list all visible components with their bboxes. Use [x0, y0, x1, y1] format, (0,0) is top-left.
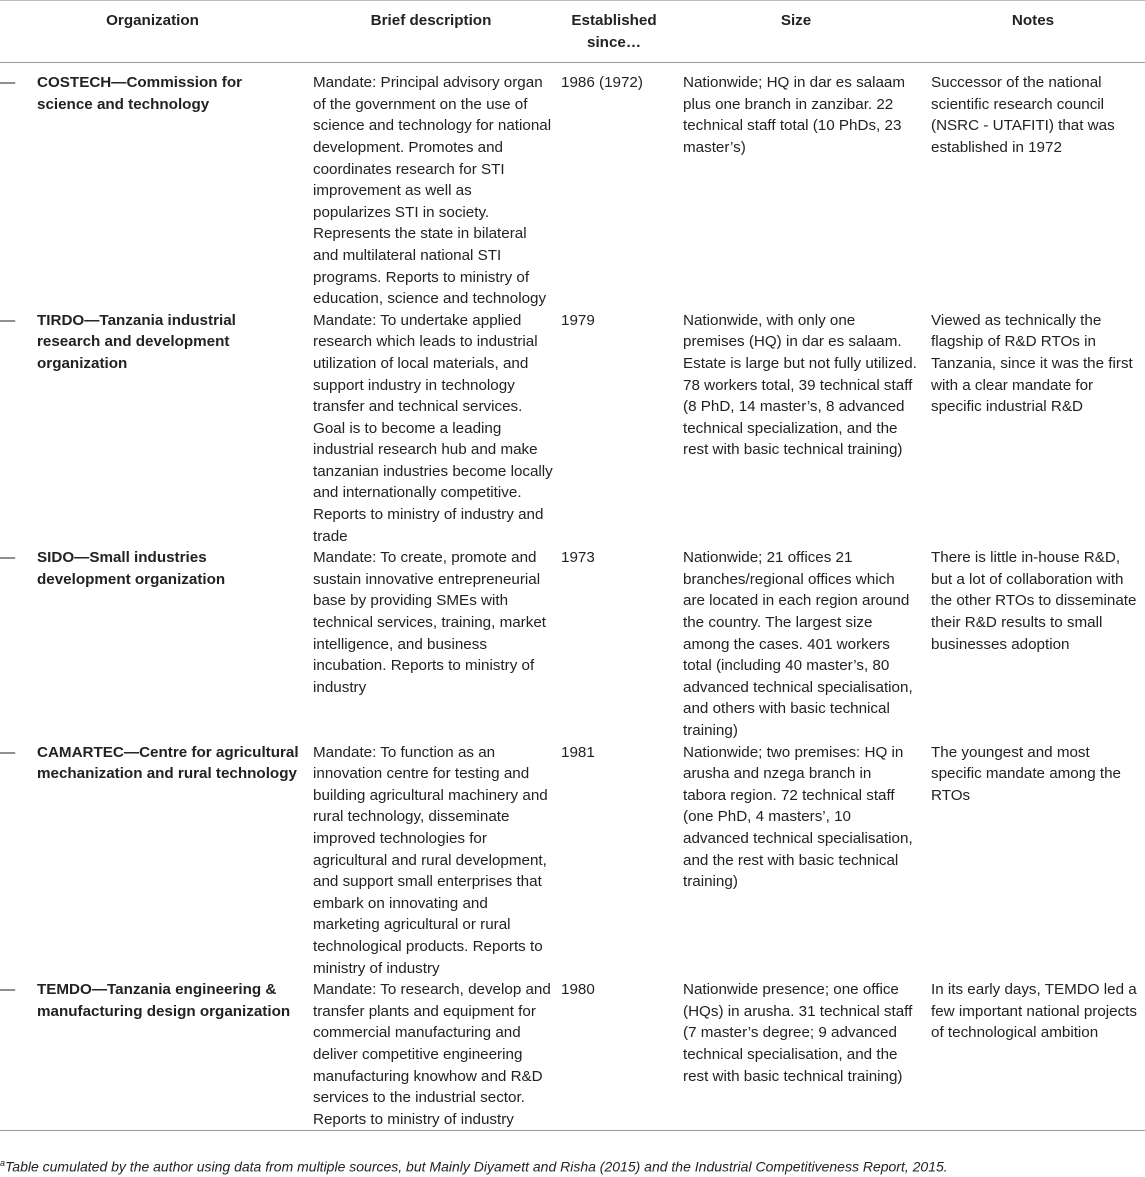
organization-notes: Viewed as technically the flagship of R&D RTOs in Tanzania, since it was the first with a clear mandate for specific industrial R&D	[931, 311, 1133, 416]
established-year: 1979	[561, 311, 595, 329]
organization-description: Mandate: To research, develop and transfer plants and equipment for commercial manufacturing and deliver competitive engineering manufacturing knowhow and R&D services to the industrial sector. Reports to ministry of industry	[305, 979, 557, 1131]
organization-name: TIRDO—Tanzania industrial research and development organization	[37, 311, 236, 372]
table-header-row	[0, 1, 1145, 63]
organization-size: Nationwide; 21 offices 21 branches/regional offices which are located in each region around the country. The largest size among the cases. 401 workers total (including 40 master’s, 80 advanced technical specialisation, and others with basic technical training)	[683, 549, 913, 739]
organization-notes: There is little in-house R&D, but a lot of collaboration with the other RTOs to disseminate their R&D results to small businesses adoption	[931, 549, 1137, 653]
organization-notes: In its early days, TEMDO led a few important national projects of technological ambition	[921, 979, 1145, 1131]
organization-description: Mandate: Principal advisory organ of the government on the use of science and technology for national development. Promotes and coordinates research for STI improvement as well as popularizes STI in society. Represents the state in bilateral and multilateral national STI programs. Reports to ministry of education, science and technology	[313, 74, 552, 308]
table-footnote	[0, 1158, 948, 1175]
established-year: 1981	[561, 743, 595, 761]
organization-name: CAMARTEC—Centre for agricultural mechanization and rural technology	[37, 743, 299, 783]
footnote-marker: a	[0, 1158, 6, 1168]
table-row	[0, 63, 1145, 310]
row-marker: —	[0, 979, 33, 1131]
organization-notes: The youngest and most specific mandate among the RTOs	[931, 743, 1121, 804]
table-row	[0, 547, 1145, 741]
header-description: Brief description	[305, 1, 557, 63]
organization-description: Mandate: To undertake applied research which leads to industrial utilization of local materials, and support industry in technology transfer and technical services. Goal is to become a leading industrial research hub and make tanzanian industries become locally and internationally competitive. Reports to ministry of industry and trade	[313, 311, 553, 545]
row-marker: —	[0, 743, 16, 761]
footnote-text: Table cumulated by the author using data from multiple sources, but Mainly Diyamett and Risha (2015) and the Industrial Competitiveness Report, 2015.	[5, 1158, 948, 1175]
header-notes: Notes	[921, 1, 1145, 63]
row-marker: —	[0, 74, 16, 92]
organization-name: TEMDO—Tanzania engineering & manufacturing design organization	[33, 979, 305, 1131]
organization-description: Mandate: To function as an innovation centre for testing and building agricultural machinery and rural technology, disseminate improved technologies for agricultural and rural development, and support small enterprises that embark on innovating and marketing agricultural or rural technological products. Reports to ministry of industry	[313, 743, 548, 977]
organization-description: Mandate: To create, promote and sustain innovative entrepreneurial base by providing SMEs with technical services, training, market intelligence, and business incubation. Reports to ministry of industry	[313, 549, 546, 696]
organization-size: Nationwide presence; one office (HQs) in arusha. 31 technical staff (7 master’s degree; 9 advanced technical specialisation, and the rest with basic technical training)	[671, 979, 921, 1131]
header-established: Established since…	[557, 1, 671, 63]
organization-size: Nationwide; HQ in dar es salaam plus one branch in zanzibar. 22 technical staff total (10 PhDs, 23 master’s)	[683, 74, 906, 156]
organization-notes: Successor of the national scientific research council (NSRC - UTAFITI) that was established in 1972	[931, 74, 1115, 156]
established-year: 1973	[561, 549, 595, 567]
header-organization: Organization	[0, 1, 305, 63]
row-marker: —	[0, 311, 16, 329]
organization-name: SIDO—Small industries development organization	[37, 549, 226, 588]
table-row	[0, 742, 1145, 980]
header-size: Size	[671, 1, 921, 63]
organization-size: Nationwide; two premises: HQ in arusha and nzega branch in tabora region. 72 technical staff (one PhD, 4 masters’, 10 advanced technical specialisation, and the rest with basic technical training)	[683, 743, 913, 891]
table-row	[0, 310, 1145, 548]
table-row	[0, 979, 1145, 1131]
established-year: 1980	[557, 979, 671, 1131]
established-year: 1986 (1972)	[561, 74, 643, 92]
organization-name: COSTECH—Commission for science and technology	[37, 74, 243, 113]
organization-size: Nationwide, with only one premises (HQ) in dar es salaam. Estate is large but not fully utilized. 78 workers total, 39 technical staff (8 PhD, 14 master’s, 8 advanced technical specialization, and the rest with basic technical training)	[683, 311, 917, 459]
row-marker: —	[0, 549, 16, 567]
